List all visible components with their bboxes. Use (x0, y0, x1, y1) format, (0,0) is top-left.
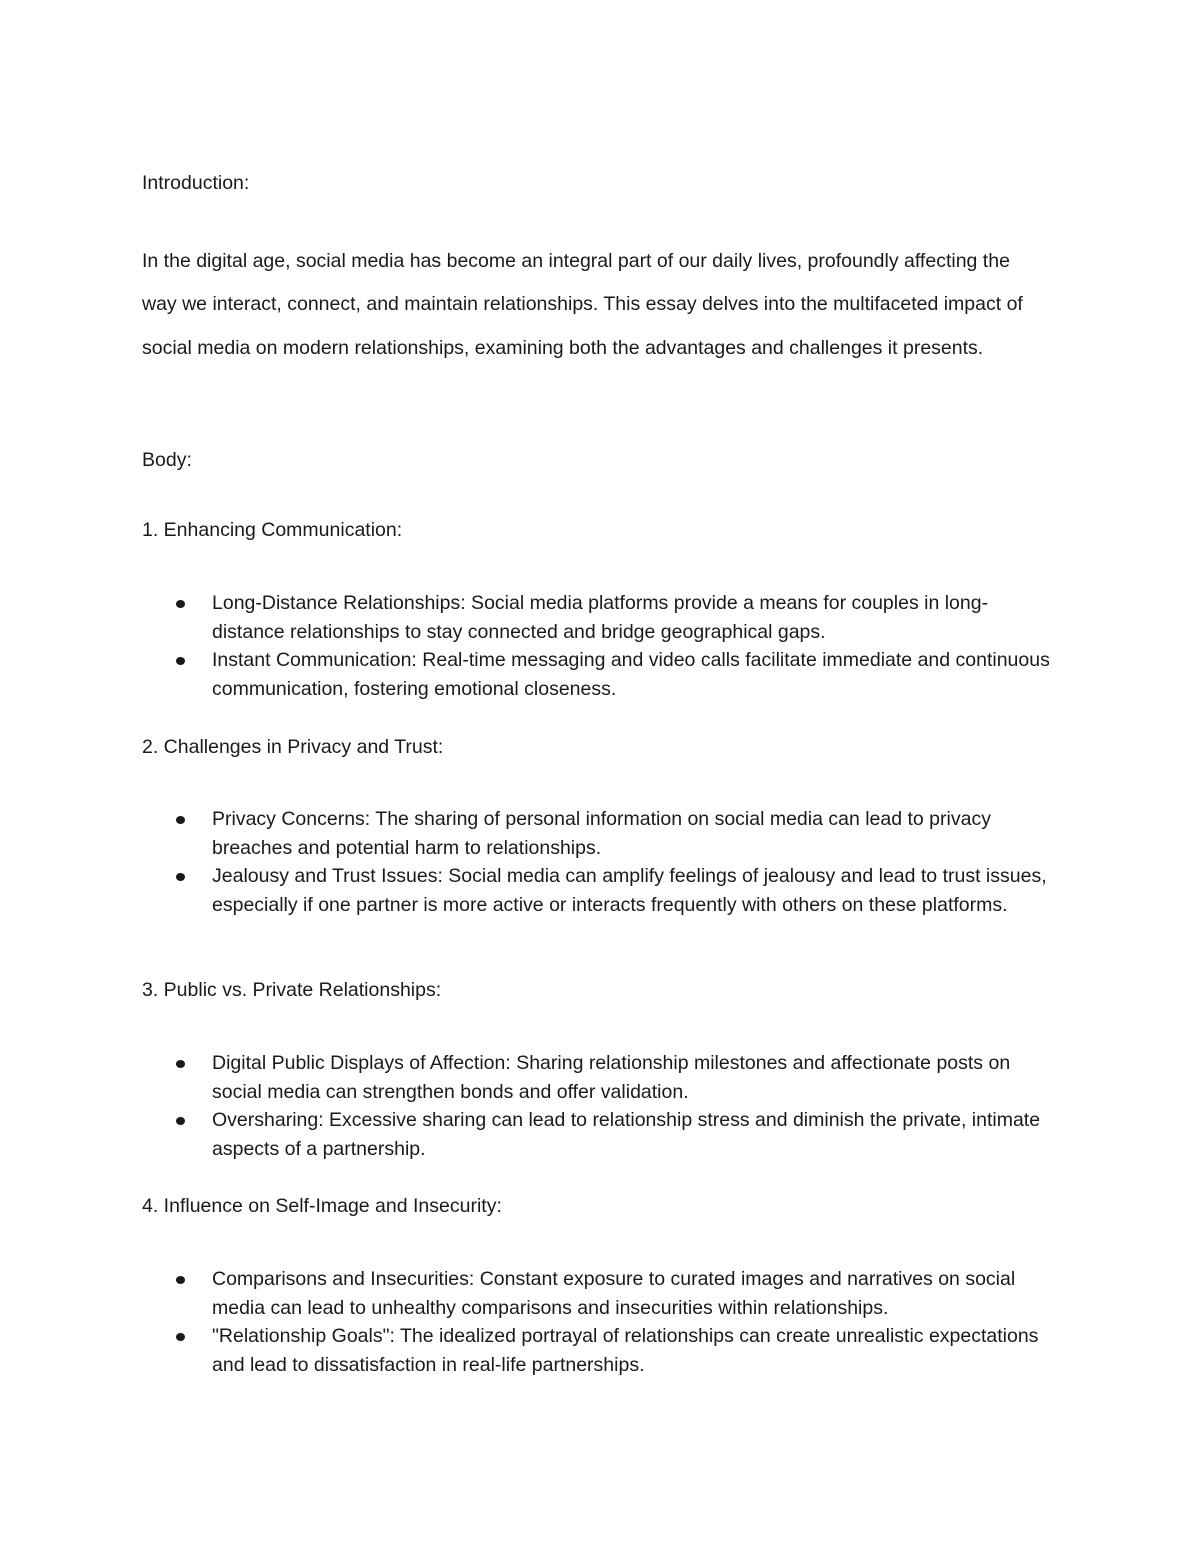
bullet-icon (176, 1333, 185, 1341)
bullet-icon (176, 600, 185, 608)
bullet-icon (176, 816, 185, 824)
section-3-title: 3. Public vs. Private Relationships: (142, 979, 442, 1001)
body-heading: Body: (142, 449, 192, 471)
list-item (172, 805, 1052, 862)
list-item (172, 1265, 1052, 1322)
bullet-text: "Relationship Goals": The idealized portrayal of relationships can create unrealistic expectations and lead to dissatisfaction in real-life partnerships. (212, 1325, 1039, 1377)
list-item (172, 646, 1052, 703)
bullet-text: Privacy Concerns: The sharing of personal information on social media can lead to privacy breaches and potential harm to relationships. (212, 808, 991, 859)
bullet-icon (176, 657, 185, 665)
bullet-icon (176, 873, 185, 881)
section-4-title: 4. Influence on Self-Image and Insecurity: (142, 1195, 502, 1217)
bullet-icon (176, 1060, 185, 1068)
section-2-title: 2. Challenges in Privacy and Trust: (142, 736, 444, 758)
section-1-title: 1. Enhancing Communication: (142, 519, 403, 541)
list-item (172, 862, 1052, 919)
list-item (172, 1106, 1052, 1163)
bullet-text: Long-Distance Relationships: Social media platforms provide a means for couples in long-distance relationships to stay connected and bridge geographical gaps. (212, 592, 989, 643)
bullet-icon (176, 1276, 185, 1284)
bullet-text: Oversharing: Excessive sharing can lead to relationship stress and diminish the private, intimate aspects of a partnership. (212, 1109, 1041, 1161)
section-1-bullet-list (172, 589, 1052, 704)
bullet-text: Instant Communication: Real-time messaging and video calls facilitate immediate and continuous communication, fostering emotional closeness. (212, 649, 1050, 701)
bullet-icon (176, 1117, 185, 1125)
list-item (172, 589, 1052, 646)
introduction-heading: Introduction: (142, 172, 250, 194)
list-item (172, 1049, 1052, 1106)
introduction-paragraph: In the digital age, social media has become an integral part of our daily lives, profoundly affecting the way we interact, connect, and maintain relationships. This essay delves into the multifaceted impact of social media on modern relationships, examining both the advantages and challenges it presents. (142, 250, 1023, 359)
section-3-bullet-list (172, 1049, 1052, 1164)
section-4-bullet-list (172, 1265, 1052, 1380)
bullet-text: Digital Public Displays of Affection: Sharing relationship milestones and affectionate posts on social media can strengthen bonds and offer validation. (212, 1052, 1011, 1103)
section-2-bullet-list (172, 805, 1052, 920)
bullet-text: Jealousy and Trust Issues: Social media can amplify feelings of jealousy and lead to trust issues, especially if one partner is more active or interacts frequently with others on these platforms. (212, 865, 1047, 917)
bullet-text: Comparisons and Insecurities: Constant exposure to curated images and narratives on social media can lead to unhealthy comparisons and insecurities within relationships. (212, 1268, 1016, 1319)
list-item (172, 1322, 1052, 1379)
